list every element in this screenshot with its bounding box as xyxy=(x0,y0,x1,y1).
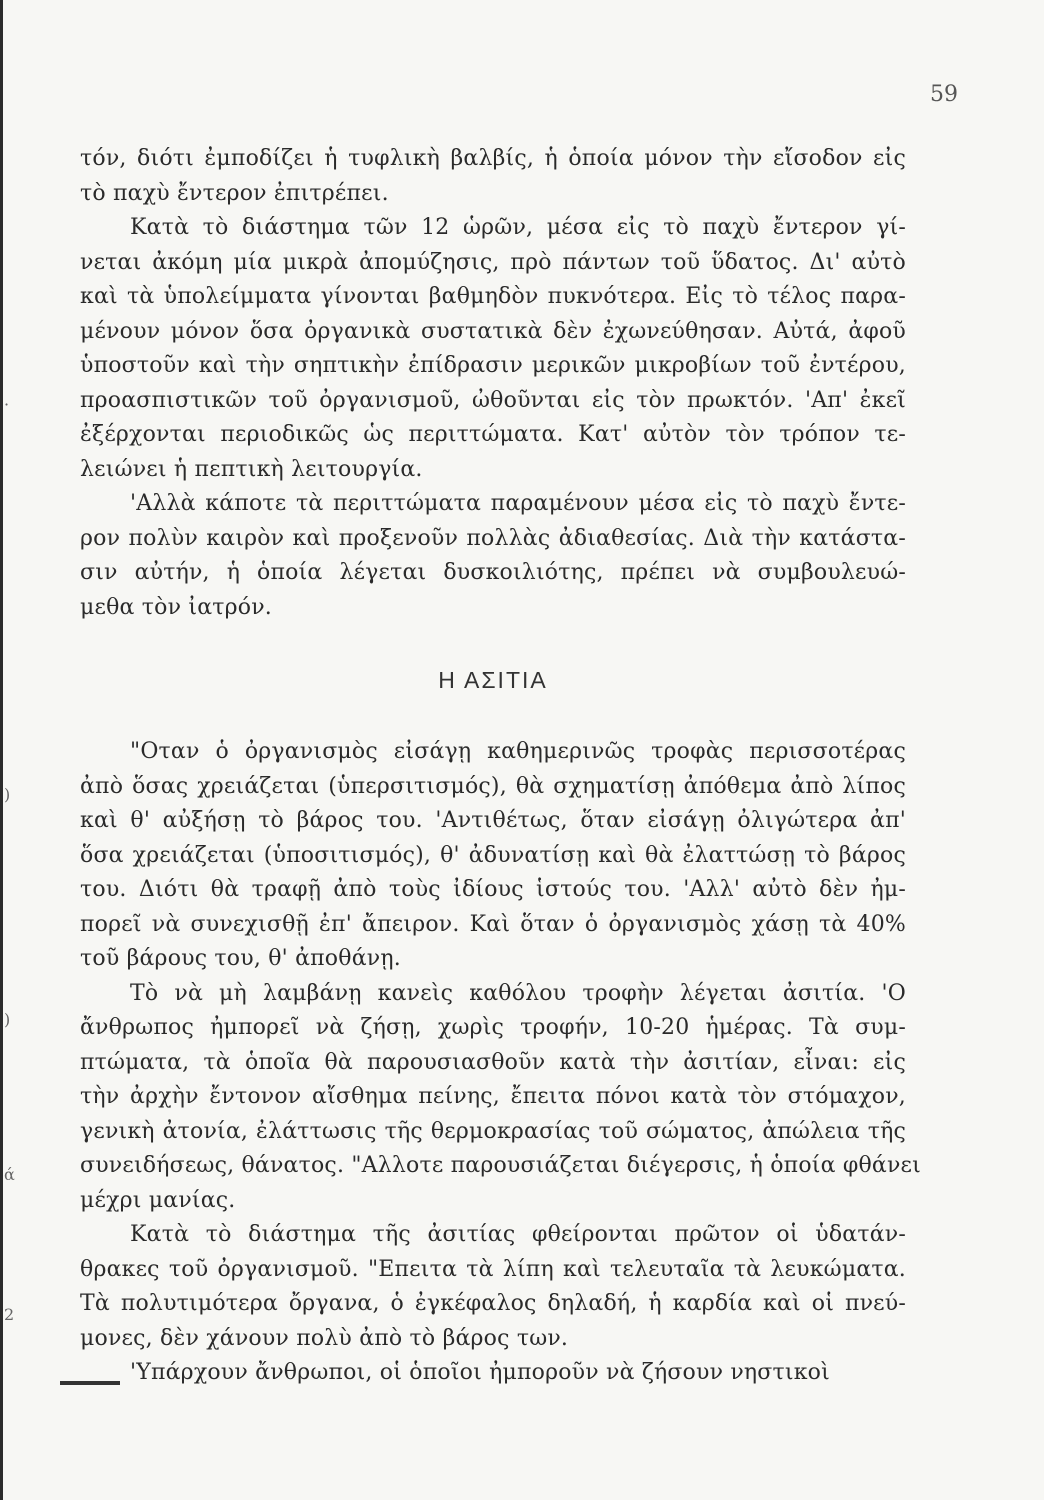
text-line: ἀπὸ ὅσας χρειάζεται (ὑπερσιτισμός), θὰ σχηματίσῃ ἀπόθεμα ἀπὸ λίπος xyxy=(80,773,906,799)
text-line: 'Υπάρχουν ἄνθρωποι, οἱ ὁποῖοι ἠμποροῦν νὰ ζήσουν νηστικοὶ xyxy=(130,1360,830,1385)
text-line: τόν, διότι ἐμποδίζει ἡ τυφλικὴ βαλβίς, ἡ ὁποία μόνον τὴν εἴσοδον εἰς xyxy=(80,146,906,171)
text-line: γενικὴ ἀτονία, ἐλάττωσις τῆς θερμοκρασίας τοῦ σώματος, ἀπώλεια τῆς xyxy=(80,1118,906,1144)
section-top xyxy=(80,142,906,625)
paragraph xyxy=(80,211,906,487)
margin-mark: 2 xyxy=(4,1305,15,1324)
text-line: πορεῖ νὰ συνεχισθῇ ἐπ' ἄπειρον. Καὶ ὅταν ὁ ὀργανισμὸς χάσῃ τὰ 40% xyxy=(80,911,906,937)
text-line: ὅσα χρειάζεται (ὑποσιτισμός), θ' ἀδυνατίσῃ καὶ θὰ ἐλαττώσῃ τὸ βάρος xyxy=(80,842,906,868)
text-line: ὑποστοῦν καὶ τὴν σηπτικὴν ἐπίδρασιν μερικῶν μικροβίων τοῦ ἐντέρου, xyxy=(80,353,906,378)
text-line: θρακες τοῦ ὀργανισμοῦ. "Επειτα τὰ λίπη καὶ τελευταῖα τὰ λευκώματα. xyxy=(80,1256,906,1282)
text-line: σιν αὐτήν, ἡ ὁποία λέγεται δυσκοιλιότης, πρέπει νὰ συμβουλευώ- xyxy=(80,560,906,585)
paragraph xyxy=(80,977,921,1219)
text-line: τὸ παχὺ ἔντερον ἐπιτρέπει. xyxy=(80,180,389,206)
text-line: "Οταν ὁ ὀργανισμὸς εἰσάγῃ καθημερινῶς τροφὰς περισσοτέρας xyxy=(130,739,906,764)
text-line: καὶ θ' αὐξήσῃ τὸ βάρος του. 'Αντιθέτως, ὅταν εἰσάγῃ ὀλιγώτερα ἀπ' xyxy=(80,808,906,833)
text-line: του. Διότι θὰ τραφῇ ἀπὸ τοὺς ἰδίους ἱστούς του. 'Αλλ' αὐτὸ δὲν ἠμ- xyxy=(80,877,906,902)
paragraph xyxy=(80,1356,906,1391)
text-line: καὶ τὰ ὑπολείμματα γίνονται βαθμηδὸν πυκνότερα. Εἰς τὸ τέλος παρα- xyxy=(80,284,906,309)
text-line: ἐξέρχονται περιοδικῶς ὡς περιττώματα. Κατ' αὐτὸν τὸν τρόπον τε- xyxy=(80,422,906,447)
text-body xyxy=(80,142,921,1391)
text-line: 'Αλλὰ κάποτε τὰ περιττώματα παραμένουν μέσα εἰς τὸ παχὺ ἔντε- xyxy=(130,491,906,516)
margin-mark: · xyxy=(4,395,10,414)
section-asitia xyxy=(80,735,921,1391)
text-line: μεθα τὸν ἰατρόν. xyxy=(80,594,272,620)
text-line: πτώματα, τὰ ὁποῖα θὰ παρουσιασθοῦν κατὰ τὴν ἀσιτίαν, εἶναι: εἰς xyxy=(80,1049,906,1075)
page-binding-edge xyxy=(0,0,3,1500)
text-line: Κατὰ τὸ διάστημα τῶν 12 ὡρῶν, μέσα εἰς τὸ παχὺ ἔντερον γί- xyxy=(130,215,906,240)
paragraph xyxy=(80,735,906,977)
text-line: ρον πολὺν καιρὸν καὶ προξενοῦν πολλὰς ἀδιαθεσίας. Διὰ τὴν κατάστα- xyxy=(80,525,906,551)
page-number: 59 xyxy=(930,82,958,107)
paragraph xyxy=(80,142,906,211)
paragraph xyxy=(80,1218,906,1356)
margin-mark: ά xyxy=(4,1165,15,1184)
text-line: Τὸ νὰ μὴ λαμβάνῃ κανεὶς καθόλου τροφὴν λέγεται ἀσιτία. 'Ο xyxy=(130,980,906,1006)
margin-mark: ) xyxy=(4,785,11,804)
paragraph xyxy=(80,487,906,625)
text-line: μέχρι μανίας. xyxy=(80,1187,236,1213)
text-line: Κατὰ τὸ διάστημα τῆς ἀσιτίας φθείρονται πρῶτον οἱ ὑδατάν- xyxy=(130,1222,906,1247)
margin-mark: ) xyxy=(4,1010,11,1029)
text-line: τοῦ βάρους του, θ' ἀποθάνῃ. xyxy=(80,946,401,971)
section-heading: Η ΑΣΙΤΙΑ xyxy=(438,667,548,693)
text-line: ἄνθρωπος ἠμπορεῖ νὰ ζήσῃ, χωρὶς τροφήν, 10-20 ἡμέρας. Τὰ συμ- xyxy=(80,1015,906,1040)
text-line: τὴν ἀρχὴν ἔντονον αἴσθημα πείνης, ἔπειτα πόνοι κατὰ τὸν στόμαχον, xyxy=(80,1084,906,1109)
text-line: νεται ἀκόμη μία μικρὰ ἀπομύζησις, πρὸ πάντων τοῦ ὕδατος. Δι' αὐτὸ xyxy=(80,249,906,275)
text-line: μονες, δὲν χάνουν πολὺ ἀπὸ τὸ βάρος των. xyxy=(80,1325,569,1351)
text-line: προασπιστικῶν τοῦ ὀργανισμοῦ, ὠθοῦνται εἰς τὸν πρωκτόν. 'Απ' ἐκεῖ xyxy=(80,387,906,413)
text-line: συνειδήσεως, θάνατος. "Αλλοτε παρουσιάζεται διέγερσις, ἡ ὁποία φθάνει xyxy=(80,1153,921,1178)
text-line: λειώνει ἡ πεπτικὴ λειτουργία. xyxy=(80,456,423,482)
text-line: Τὰ πολυτιμότερα ὄργανα, ὁ ἐγκέφαλος δηλαδή, ἡ καρδία καὶ οἱ πνεύ- xyxy=(80,1291,906,1316)
pencil-mark xyxy=(60,1381,120,1385)
text-line: μένουν μόνον ὅσα ὀργανικὰ συστατικὰ δὲν ἐχωνεύθησαν. Αὐτά, ἀφοῦ xyxy=(80,318,906,344)
